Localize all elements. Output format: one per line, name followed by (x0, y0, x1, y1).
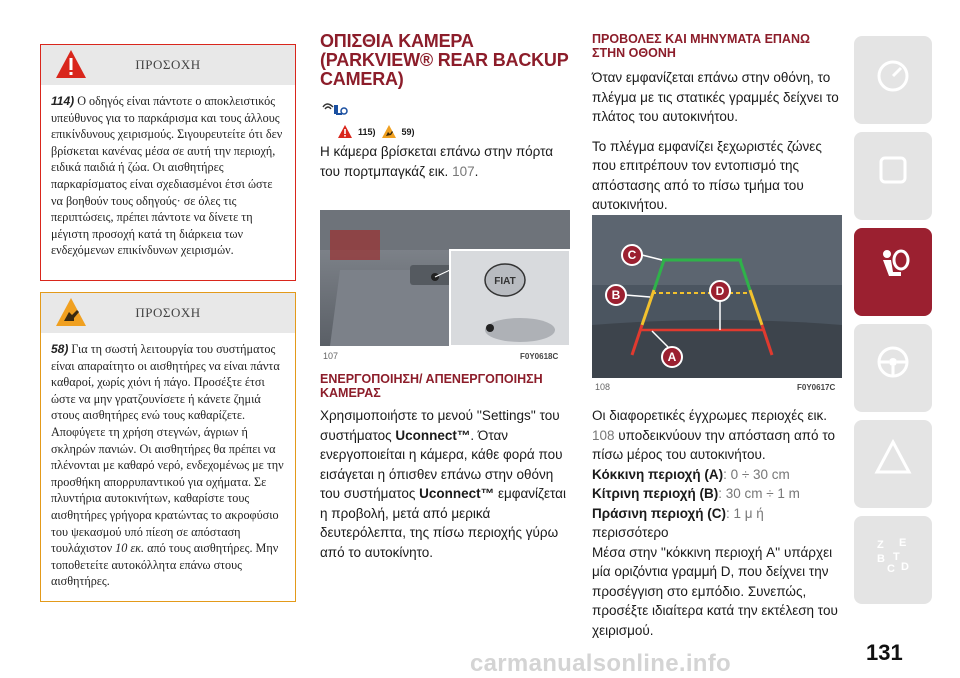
airbag-seat-icon (873, 246, 913, 286)
grid-paragraph-1: Όταν εμφανίζεται επάνω στην οθόνη, το πλέγμα με τις στατικές γραμμές δείχνει το πλάτος του αυτοκινήτου. (592, 70, 839, 124)
index-tab-controls[interactable] (854, 132, 932, 220)
activation-section (320, 372, 570, 562)
uconnect-wifi-icon-row (320, 99, 570, 119)
index-tab-driving[interactable] (854, 324, 932, 412)
dashboard-gauge-icon (873, 54, 913, 94)
uconnect-brand: Uconnect™ (395, 427, 471, 443)
zones-section (592, 406, 842, 640)
activation-text (320, 406, 570, 562)
connectivity-icon (320, 99, 350, 119)
steering-wheel-icon (873, 342, 913, 382)
page-number: 131 (866, 640, 903, 665)
controls-icon (873, 150, 913, 190)
zone-green-value: : 1 μ ή (726, 505, 764, 521)
activation-title: ΕΝΕΡΓΟΠΟΙΗΣΗ/ ΑΠΕΝΕΡΓΟΠΟΙΗΣΗ ΚΑΜΕΡΑΣ (320, 372, 543, 400)
fig-ref-108[interactable]: 108 (592, 427, 615, 443)
zone-d-paragraph: Μέσα στην ''κόκκινη περιοχή A'' υπάρχει μία οριζόντια γραμμή D, που δείχνει την προσέγγιση στο εμπόδιο. Συνεπώς, προσέξτε ιδιαίτερα κατά την εκτέλεση του χειρισμού. (592, 544, 838, 638)
warning-red-triangle-icon (55, 49, 87, 79)
index-letter-t: T (893, 551, 900, 563)
zones-intro-a: Οι διαφορετικές έγχρωμες περιοχές εικ. (592, 408, 828, 423)
caution-ref-icon (382, 125, 396, 138)
warning-box-114 (40, 44, 296, 281)
camera-title: ΟΠΙΣΘΙΑ ΚΑΜΕΡΑ (PARKVIEW® REAR BACKUP CAMERA) (320, 31, 569, 89)
warning-number: 58) (51, 342, 69, 356)
zone-green-more: περισσότερο (592, 525, 669, 540)
camera-intro-text: Η κάμερα βρίσκεται επάνω στην πόρτα του πορτμπαγκάζ εικ. (320, 144, 554, 179)
zone-yellow-value: : 30 cm ÷ 1 m (718, 486, 800, 501)
marker-b-label: B (611, 288, 621, 302)
zones-intro-b: υποδεικνύουν την απόσταση από το πίσω μέρος του αυτοκινήτου. (592, 427, 835, 462)
index-letter-e: E (899, 537, 907, 549)
alphabet-index-icon (873, 534, 913, 574)
figure-number: 107 (323, 351, 339, 361)
uconnect-brand: Uconnect™ (419, 486, 495, 501)
camera-section (320, 32, 570, 181)
zone-green-label: Πράσινη περιοχή (C) (592, 505, 727, 521)
warning-header (41, 45, 295, 85)
index-letter-b: B (877, 553, 885, 565)
zone-red (592, 465, 842, 485)
grid-paragraph-2: Το πλέγμα εμφανίζει ξεχωριστές ζώνες που επιτρέπουν τον εντοπισμό της απόστασης από το πίσω τμήμα του αυτοκινήτου. (592, 138, 822, 212)
index-tab-dashboard[interactable] (854, 36, 932, 124)
marker-a-label: A (667, 350, 677, 364)
warning-title: ΠΡΟΣΟΧΗ (135, 57, 201, 72)
warning-box-58 (40, 292, 296, 602)
warning-distance: 10 εκ. (115, 541, 145, 556)
svg-text:FIAT: FIAT (494, 276, 516, 287)
zone-yellow-label: Κίτρινη περιοχή (B) (592, 486, 719, 501)
screen-messages-title: ΠΡΟΒΟΛΕΣ ΚΑΙ ΜΗΝΥΜΑΤΑ ΕΠΑΝΩ ΣΤΗΝ ΟΘΟΝΗ (592, 32, 811, 60)
warning-paragraph-end: από τους αισθητήρες. Μην τοποθετείτε αυτοκόλλητα επάνω στους αισθητήρες. (51, 541, 279, 589)
activation-p3: εμφανίζεται η προβολή, μετά από μερικά δευτερόλεπτα, της πίσω περιοχής γύρω από το αυτοκίνητο. (320, 486, 566, 560)
tailgate-camera-illustration (320, 210, 570, 346)
index-tab-emergency[interactable] (854, 420, 932, 508)
reference-icons (338, 125, 570, 138)
rear-camera-photo (320, 210, 570, 346)
fig-ref-107[interactable]: 107 (452, 163, 475, 179)
figure-code: F0Y0618C (520, 352, 559, 361)
parking-grid-illustration (592, 215, 842, 378)
index-letter-c: C (887, 563, 895, 574)
zones-intro (592, 406, 842, 465)
marker-d-label: D (715, 284, 725, 298)
warning-paragraph: Ο οδηγός είναι πάντοτε ο αποκλειστικός υπεύθυνος για το παρκάρισμα και τους άλλους επικίνδυνους χειρισμούς. Σιγουρευτείτε ότι δεν βρίσκεται κανένας μέσα σε αυτή την περιοχή, ειδικά παιδιά ή ζώα. Οι αισθητήρες παρκαρίσματος είναι σχεδιασμένοι έτσι ώστε να βοηθούν τους οδηγούς· σε όλες τις περιπτώσεις, πρέπει πάντοτε να δίνετε τη μέγιστη προσοχή κατά τη διάρκεια των ενδεχόμενων επικίνδυνων χειρισμών. (51, 94, 283, 258)
camera-intro-end: . (474, 163, 479, 179)
index-tab-safety[interactable] (854, 228, 932, 316)
index-tab-index[interactable] (854, 516, 932, 604)
parking-grid-diagram (592, 215, 842, 378)
activation-p2: . Όταν ενεργοποιείται η κάμερα, κάθε φορά που εισάγεται η όπισθεν επάνω στην οθόνη του συστήματος (320, 427, 563, 501)
warning-title: ΠΡΟΣΟΧΗ (135, 305, 201, 320)
warning-triangle-icon (873, 438, 913, 478)
warning-header (41, 293, 295, 333)
activation-p1: Χρησιμοποιήστε το μενού ''Settings'' του συστήματος (320, 408, 560, 443)
camera-intro (320, 142, 570, 181)
zone-red-value: : 0 ÷ 30 cm (723, 466, 790, 482)
caution-hand-triangle-icon (55, 297, 87, 327)
warning-number: 114) (51, 94, 75, 108)
zone-red-label: Κόκκινη περιοχή (A) (592, 466, 724, 482)
watermark: carmanualsonline.info (470, 650, 732, 677)
marker-c-label: C (627, 248, 637, 262)
warning-ref-icon (338, 125, 352, 138)
zone-green (592, 504, 842, 524)
screen-messages-section (592, 32, 842, 215)
index-letter-z: Z (877, 539, 884, 551)
figure-number: 108 (595, 382, 611, 392)
warning-text (41, 333, 295, 600)
warning-text (41, 85, 295, 269)
index-letter-d: D (901, 561, 909, 573)
figure-code: F0Y0617C (797, 383, 836, 392)
reference-115: 115) (358, 126, 376, 137)
warning-paragraph: Για τη σωστή λειτουργία του συστήματος είναι απαραίτητο οι αισθητήρες να είναι πάντα καθαροί, χωρίς χιόνι ή πάγο. Προσέξτε έτσι ώστε να μην γρατζουνίσετε ή κάνετε ζημιά στους αισθητήρες ενώ τους καθαρίζετε. Αποφύγετε τη χρήση στεγνών, άγριων ή σκληρών πανιών. Οι αισθητήρες θα πρέπει να πλένονται με καθαρό νερό, ενδεχομένως με την προσθήκη απορρυπαντικού για οχήματα. Σε πλυντήρια αυτοκινήτων, καθαρίστε τους αισθητήρες γρήγορα κρατώντας το ακροφύσιο του ψεκασμού υπό πίεση σε απόσταση τουλάχιστον (51, 342, 284, 556)
reference-59: 59) (401, 126, 415, 137)
zone-yellow (592, 484, 842, 504)
